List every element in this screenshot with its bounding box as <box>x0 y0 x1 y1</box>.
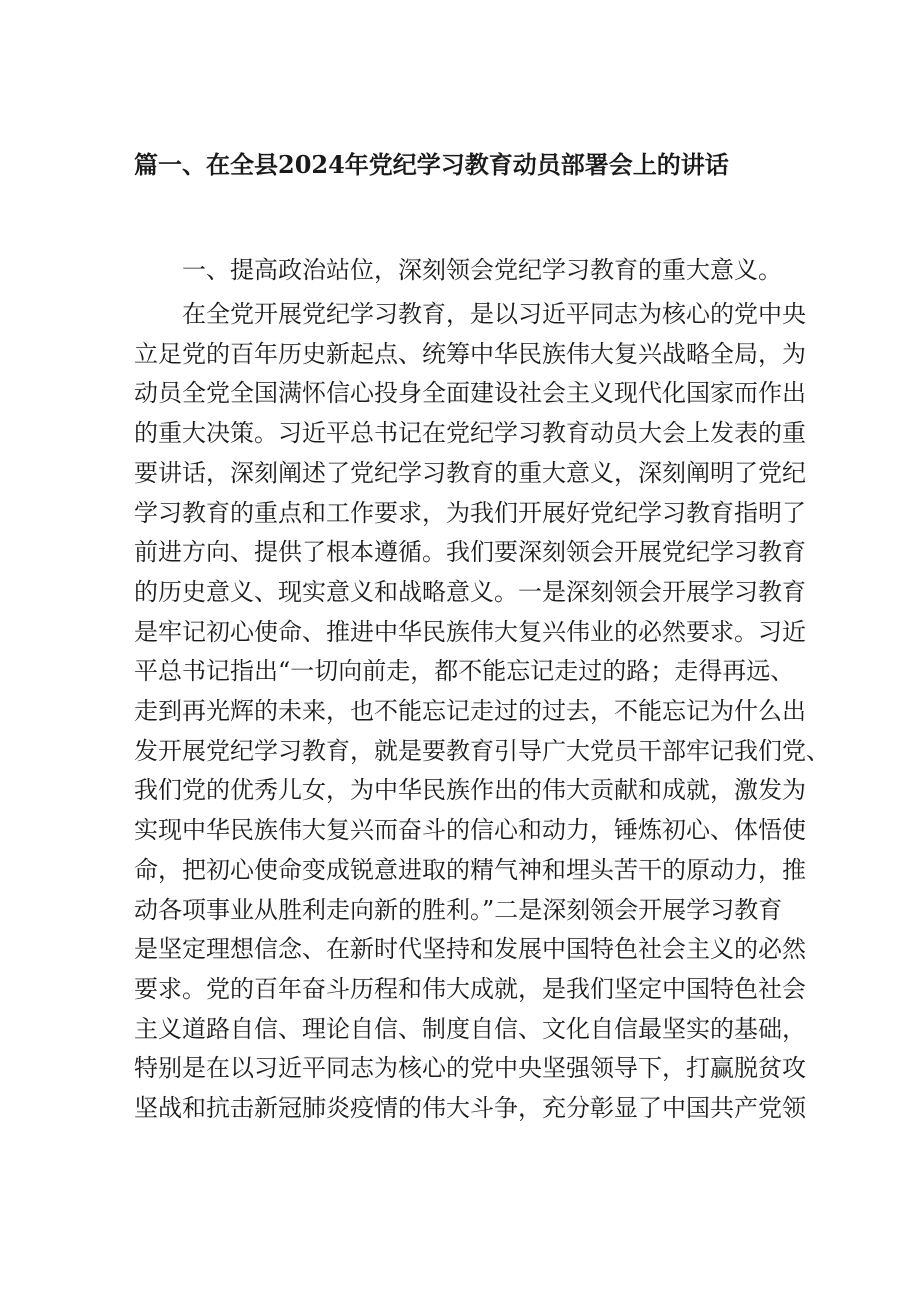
paragraph-line: 走到再光辉的未来，也不能忘记走过的过去，不能忘记为什么出 <box>134 697 806 726</box>
paragraph-line: 的历史意义、现实意义和战略意义。一是深刻领会开展学习教育 <box>134 577 806 606</box>
body-paragraph <box>134 295 830 1129</box>
paragraph-line: 是牢记初心使命、推进中华民族伟大复兴伟业的必然要求。习近 <box>134 617 806 646</box>
paragraph-line: 立足党的百年历史新起点、统筹中华民族伟大复兴战略全局，为 <box>134 339 806 368</box>
paragraph-line: 主义道路自信、理论自信、制度自信、文化自信最坚实的基础， <box>134 1014 806 1043</box>
paragraph-line: 发开展党纪学习教育，就是要教育引导广大党员干部牢记我们党、 <box>134 736 830 765</box>
paragraph-line: 我们党的优秀儿女，为中华民族作出的伟大贡献和成就，激发为 <box>134 776 806 805</box>
paragraph-line: 特别是在以习近平同志为核心的党中央坚强领导下，打赢脱贫攻 <box>134 1054 806 1083</box>
paragraph-line: 实现中华民族伟大复兴而奋斗的信心和动力，锤炼初心、体悟使 <box>134 816 806 845</box>
paragraph-line: 坚战和抗击新冠肺炎疫情的伟大斗争，充分彰显了中国共产党领 <box>134 1094 806 1123</box>
section-heading: 一、提高政治站位，深刻领会党纪学习教育的重大意义。 <box>182 256 782 284</box>
paragraph-line: 学习教育的重点和工作要求，为我们开展好党纪学习教育指明了 <box>134 498 806 527</box>
paragraph-line: 要讲话，深刻阐述了党纪学习教育的重大意义，深刻阐明了党纪 <box>134 458 806 487</box>
paragraph-line: 前进方向、提供了根本遵循。我们要深刻领会开展党纪学习教育 <box>134 538 806 567</box>
paragraph-line: 动各项事业从胜利走向新的胜利。”二是深刻领会开展学习教育 <box>134 895 783 924</box>
paragraph-line: 在全党开展党纪学习教育，是以习近平同志为核心的党中央 <box>182 300 806 328</box>
paragraph-line: 平总书记指出“一切向前走，都不能忘记走过的路；走得再远、 <box>134 657 795 686</box>
document-title: 篇一、在全县2024年党纪学习教育动员部署会上的讲话 <box>134 150 729 179</box>
paragraph-line: 动员全党全国满怀信心投身全面建设社会主义现代化国家而作出 <box>134 379 806 408</box>
paragraph-line: 命，把初心使命变成锐意进取的精气神和埋头苦干的原动力，推 <box>134 855 806 884</box>
paragraph-line: 的重大决策。习近平总书记在党纪学习教育动员大会上发表的重 <box>134 419 806 448</box>
paragraph-line: 是坚定理想信念、在新时代坚持和发展中国特色社会主义的必然 <box>134 935 806 964</box>
paragraph-line: 要求。党的百年奋斗历程和伟大成就，是我们坚定中国特色社会 <box>134 974 806 1003</box>
